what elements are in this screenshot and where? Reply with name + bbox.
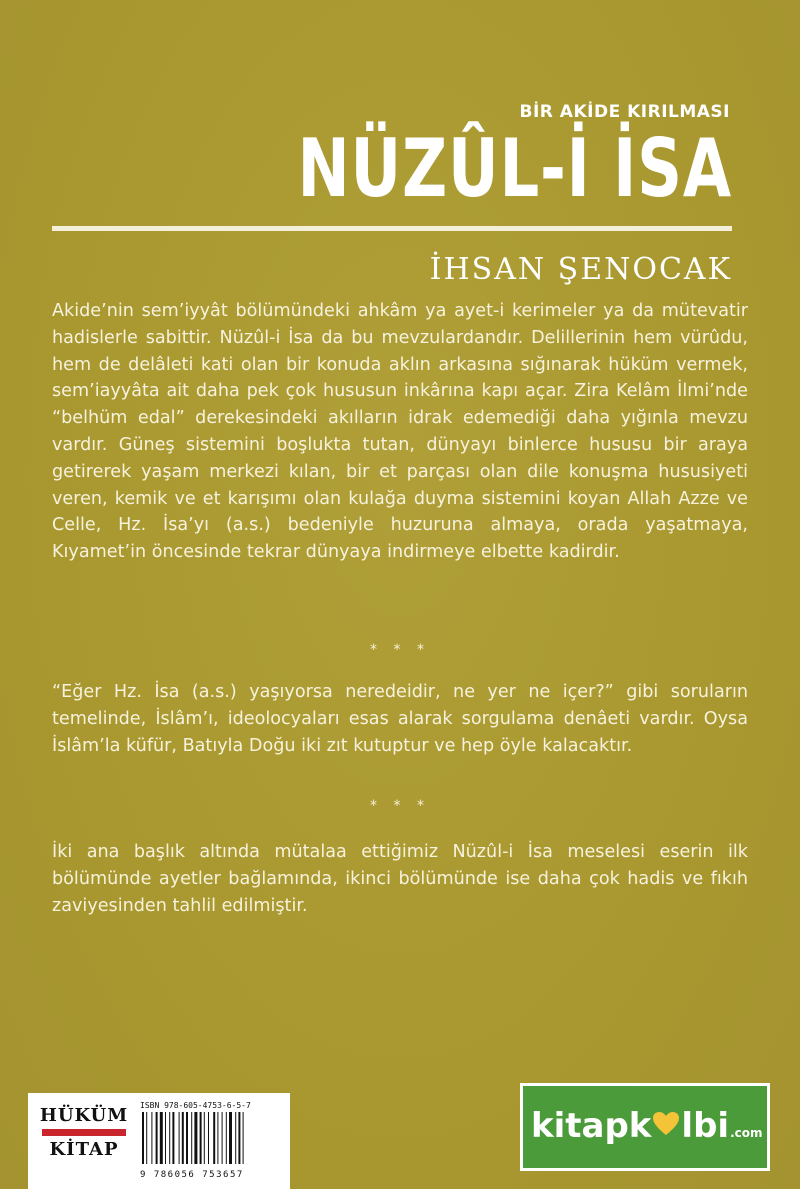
barcode-bar [186,1112,188,1164]
publisher-name-bottom: KİTAP [49,1139,119,1160]
barcode-bar [217,1112,218,1164]
watermark-left: kitapk [531,1106,652,1146]
blurb-paragraph-2: “Eğer Hz. İsa (a.s.) yaşıyorsa neredeidir, ne yer ne içer?” gibi soruların temelinde, İslâm’ı, ideolocyaları esas alarak sorgulama denâeti vardır. Oysa İslâm’la küfür, Batıyla Doğu iki zıt kutuptur ve hep öyle kalacaktır. [52,682,748,756]
barcode-bar [182,1112,184,1164]
watermark-domain: .com [730,1126,763,1140]
watermark-text [531,1106,763,1146]
title-divider [52,226,732,231]
barcode-bar [204,1112,205,1164]
blurb-paragraph-1: Akide’nin sem’iyyât bölümündeki ahkâm ya ayet-i kerimeler ya da mütevatir hadislerle sabittir. Nüzûl-i İsa da bu mevzulardandır. Delillerinin hem vürûdu, hem de delâleti kati olan bir konuda aklın arkasına sığınarak hüküm vermek, sem’iayyâta ait daha pek çok hususun inkârına kapı açar. Zira Kelâm İlmi’nde “belhüm edal” derekesindeki akılların idrak edemediği daha yığınla mevzu vardır. Güneş sistemini boşlukta tutan, dünyayı binlerce hususu bir araya getirerek yaşam merkezi kılan, bir et parçası olan dile konuşma hususiyeti veren, kemik ve et karışımı olan kulağa duyma sistemini koyan Allah Azze ve Celle, Hz. İsa’yı (a.s.) bedeniyle huzuruna almaya, orada yaşatmaya, Kıyamet’in öncesinde tekrar dünyaya indirmeye elbette kadirdir. [52,301,748,563]
book-title: NÜZÛL-İ İSA [297,122,732,215]
isbn-text: ISBN 978-605-4753-6-5-7 [140,1101,251,1110]
publisher-logo-bar [42,1129,126,1136]
barcode-bar [142,1112,144,1164]
barcode-number: 9 786056 753657 [140,1170,244,1180]
barcode-bar [222,1112,223,1164]
barcode-bar [200,1112,202,1164]
barcode-bar [229,1112,232,1164]
barcode-bar [208,1112,209,1164]
barcode-bar [146,1112,147,1164]
heart-icon [652,1111,680,1137]
barcode-block [140,1101,280,1185]
barcode-bar [172,1112,174,1164]
barcode-bar [226,1112,227,1164]
barcode-bar [194,1112,197,1164]
separator-stars-2: * * * [370,798,430,814]
barcode-bar [179,1112,180,1164]
publisher-name-top: HÜKÜM [39,1105,129,1126]
barcode-bar [243,1112,244,1164]
book-subtitle: BİR AKİDE KIRILMASI [519,102,730,122]
barcode-graphic [140,1110,280,1166]
watermark-logo [520,1083,770,1171]
barcode-bar [191,1112,192,1164]
barcode-bar [151,1112,152,1164]
separator-stars-1: * * * [370,642,430,658]
barcode-bar [160,1112,163,1164]
barcode-bar [165,1112,166,1164]
blurb-paragraph-3: İki ana başlık altında mütalaa ettiğimiz Nüzûl-i İsa meselesi eserin ilk bölümünde ayetler bağlamında, ikinci bölümünde ise daha çok hadis ve fıkıh zaviyesinden tahlil edilmiştir. [52,842,748,916]
barcode-bar [235,1112,236,1164]
barcode-bar [169,1112,170,1164]
publisher-barcode-panel [28,1093,290,1189]
publisher-logo [38,1105,130,1175]
book-author: İHSAN ŞENOCAK [429,252,732,287]
watermark-right: lbi [681,1106,730,1146]
barcode-bar [213,1112,215,1164]
barcode-bar [238,1112,240,1164]
barcode-bar [156,1112,158,1164]
